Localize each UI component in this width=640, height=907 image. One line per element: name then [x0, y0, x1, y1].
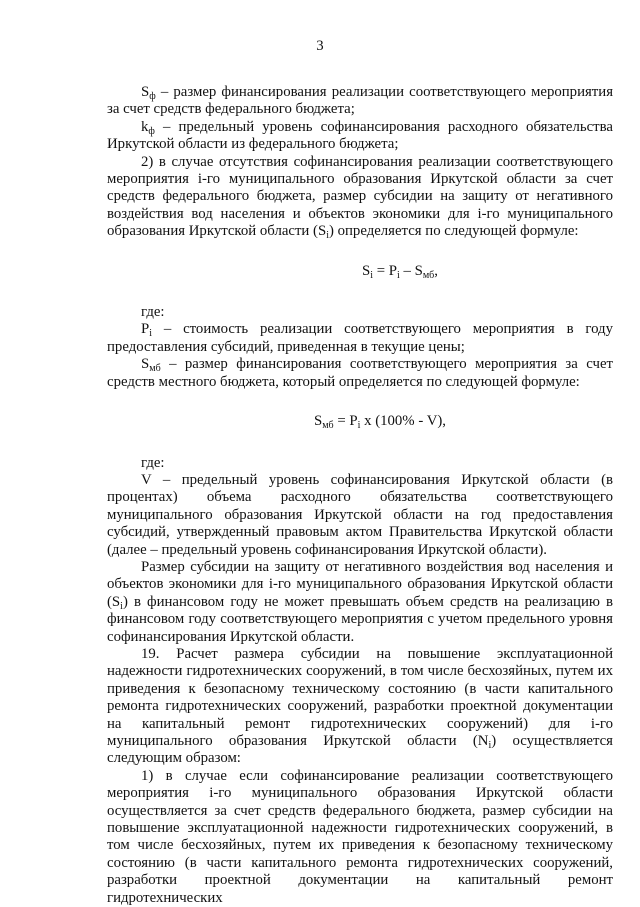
formula-smb: $S_{мб} = P_i$ x (100% - V),: [313, 413, 447, 432]
label-where-2: где:: [141, 454, 165, 471]
paragraph-case-2: 2) в случае отсутствия софинансирования реализации соответствующего мероприятия i-го муниципального образования Иркутской области за счет средств федерального бюджета, размер субсидии на защиту от негативного воздействия вод населения и объектов экономики для i-го муниципального образования Иркутской области $(S_i)$ определяется по следующей формуле:: [107, 153, 613, 242]
paragraph-v-definition: V – предельный уровень софинансирования Иркутской области (в процентах) объема расходного обязательства соответствующего муниципального образования Иркутской области на год предоставления субсидий, утвержденный правовым актом Правительства Иркутской области (далее – предельный уровень софинансирования Иркутской области).: [107, 471, 613, 558]
paragraph-case-1: 1) в случае если софинансирование реализации соответствующего мероприятия i-го муниципального образования Иркутской области осуществляется за счет средств федерального бюджета, размер субсидии на повышение эксплуатационной надежности гидротехнических сооружений, в том числе бесхозяйных, путем их приведения к безопасному техническому состоянию (в части капитального ремонта гидротехнических сооружений, разработки проектной документации на капитальный ремонт гидротехнических: [107, 767, 613, 906]
formula-si: $S_i = P_i - S_{мб}$,: [362, 262, 438, 281]
paragraph-smb-definition: $S_{мб}$ – размер финансирования соответствующего мероприятия за счет средств местного бюджета, который определяется по следующей формуле:: [107, 356, 613, 390]
label-where-1: где:: [141, 304, 165, 321]
document-body: [107, 84, 613, 907]
paragraph-item-19: 19. Расчет размера субсидии на повышение эксплуатационной надежности гидротехнических сооружений, в том числе бесхозяйных, путем их приведения к безопасному техническому состоянию (в части капитального ремонта гидротехнических сооружений, разработки проектной документации на капитальный ремонт гидротехнических сооружений) для i-го муниципального образования Иркутской области $(N_i)$ осуществляется следующим образом:: [107, 645, 613, 767]
paragraph-pi-definition: $P_i$ – стоимость реализации соответствующего мероприятия в году предоставления субсидий, приведенная в текущие цены;: [107, 321, 613, 355]
paragraph-kf-definition: $k_ф$ – предельный уровень софинансирования расходного обязательства Иркутской области из федерального бюджета;: [107, 118, 613, 153]
paragraph-sf-definition: $S_ф$ – размер финансирования реализации соответствующего мероприятия за счет средств федерального бюджета;: [107, 84, 613, 118]
page-number: 3: [316, 38, 324, 54]
paragraph-subsidy-limit: Размер субсидии на защиту от негативного воздействия вод населения и объектов экономики для i-го муниципального образования Иркутской области $(S_i)$ в финансовом году не может превышать объем средств на реализацию в финансовом году соответствующего мероприятия с учетом предельного уровня софинансирования Иркутской области.: [107, 558, 613, 645]
